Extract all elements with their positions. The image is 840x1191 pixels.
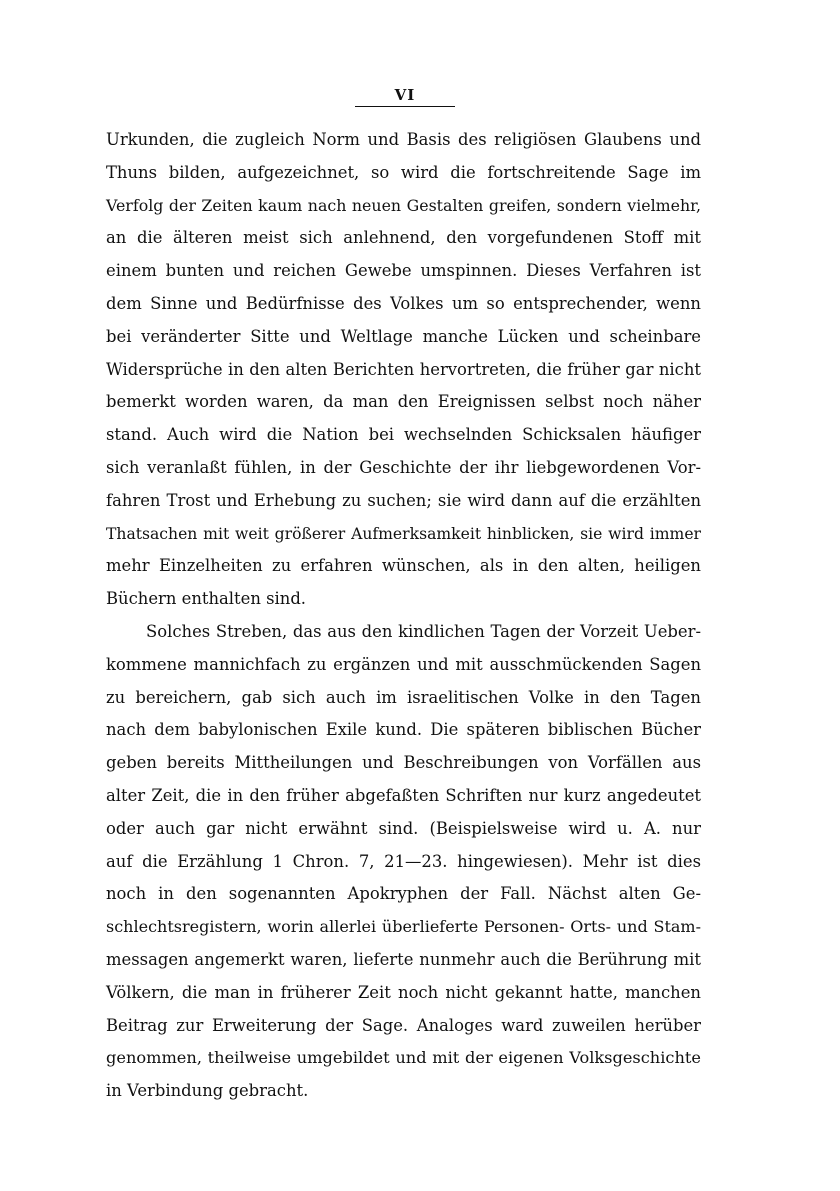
text-line: dem Sinne und Bedürfnisse des Volkes um so entsprechender, wenn (106, 293, 701, 313)
text-line: zu bereichern, gab sich auch im israelitischen Volke in den Tagen (106, 687, 701, 707)
text-line: Büchern enthalten sind. (106, 589, 307, 609)
text-line: fahren Trost und Erhebung zu suchen; sie wird dann auf die erzählten (106, 490, 701, 510)
text-line: an die älteren meist sich anlehnend, den vorgefundenen Stoff mit (106, 228, 701, 248)
text-line: alter Zeit, die in den früher abgefaßten Schriften nur kurz angedeutet (106, 785, 701, 805)
text-line: Völkern, die man in früherer Zeit noch nicht gekannt hatte, manchen (106, 982, 701, 1002)
page-number: VI (394, 86, 416, 104)
text-line: geben bereits Mittheilungen und Beschreibungen von Vorfällen aus (106, 753, 701, 773)
text-line: stand. Auch wird die Nation bei wechselnden Schicksalen häufiger (106, 425, 701, 445)
text-line: Thatsachen mit weit größerer Aufmerksamkeit hinblicken, sie wird immer (106, 524, 701, 543)
text-line: kommene mannichfach zu ergänzen und mit ausschmückenden Sagen (106, 654, 701, 674)
text-line: mehr Einzelheiten zu erfahren wünschen, als in den alten, heiligen (106, 556, 701, 576)
text-line: messagen angemerkt waren, lieferte nunmehr auch die Berührung mit (106, 949, 701, 969)
text-line: bemerkt worden waren, da man den Ereignissen selbst noch näher (106, 392, 701, 412)
text-line: Solches Streben, das aus den kindlichen Tagen der Vorzeit Ueber- (146, 621, 701, 641)
header-rule (355, 106, 455, 107)
text-line: bei veränderter Sitte und Weltlage manche Lücken und scheinbare (106, 326, 701, 346)
paragraph-2 (106, 616, 701, 1108)
text-line: einem bunten und reichen Gewebe umspinnen. Dieses Verfahren ist (106, 261, 701, 281)
text-line: genommen, theilweise umgebildet und mit der eigenen Volksgeschichte (106, 1048, 701, 1068)
text-line: auf die Erzählung 1 Chron. 7, 21—23. hingewiesen). Mehr ist dies (106, 851, 701, 871)
text-line: Verfolg der Zeiten kaum nach neuen Gestalten greifen, sondern vielmehr, (106, 195, 701, 215)
text-line: nach dem babylonischen Exile kund. Die späteren biblischen Bücher (106, 720, 701, 740)
text-line: Beitrag zur Erweiterung der Sage. Analoges ward zuweilen herüber (106, 1015, 701, 1035)
text-line: oder auch gar nicht erwähnt sind. (Beispielsweise wird u. A. nur (106, 818, 701, 838)
text-line: Urkunden, die zugleich Norm und Basis des religiösen Glaubens und (106, 130, 701, 149)
text-line: in Verbindung gebracht. (106, 1081, 309, 1101)
body-text (106, 124, 701, 1108)
text-line: sich veranlaßt fühlen, in der Geschichte der ihr liebgewordenen Vor- (106, 457, 701, 477)
text-line: noch in den sogenannten Apokryphen der Fall. Nächst alten Ge- (106, 884, 701, 904)
text-line: Thuns bilden, aufgezeichnet, so wird die fortschreitende Sage im (106, 162, 701, 182)
paragraph-1 (106, 124, 701, 616)
text-line: schlechtsregistern, worin allerlei überlieferte Personen- Orts- und Stam- (106, 917, 701, 937)
text-line: Widersprüche in den alten Berichten hervortreten, die früher gar nicht (106, 359, 701, 379)
